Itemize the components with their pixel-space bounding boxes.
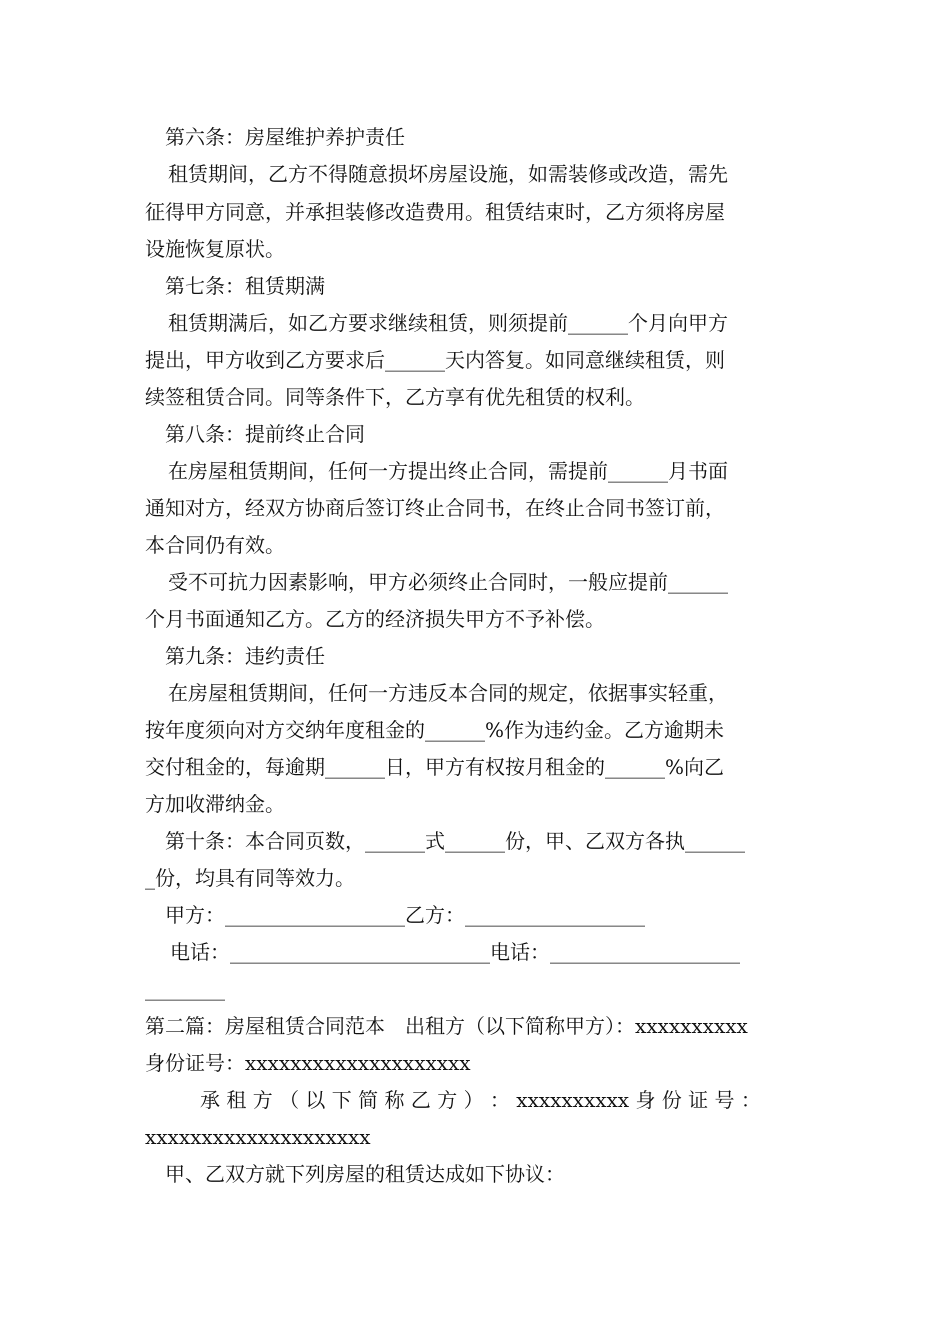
paragraph-line: 交付租金的，每逾期______日，甲方有权按月租金的______%向乙 — [145, 755, 725, 779]
paragraph-line: 方加收滞纳金。 — [145, 792, 285, 816]
paragraph-line: 续签租赁合同。同等条件下，乙方享有优先租赁的权利。 — [145, 385, 645, 409]
paragraph-line: 通知对方，经双方协商后签订终止合同书，在终止合同书签订前， — [145, 496, 725, 520]
paragraph-line: _份，均具有同等效力。 — [145, 866, 355, 890]
agreement-intro: 甲、乙双方就下列房屋的租赁达成如下协议： — [165, 1162, 565, 1186]
paragraph-line: 在房屋租赁期间，任何一方提出终止合同，需提前______月书面 — [168, 459, 728, 483]
article-9-heading: 第九条：违约责任 — [165, 644, 325, 668]
paragraph-line: 个月书面通知乙方。乙方的经济损失甲方不予补偿。 — [145, 607, 605, 631]
article-10-heading: 第十条：本合同页数，______式______份，甲、乙双方各执______ — [165, 829, 745, 853]
paragraph-line: 在房屋租赁期间，任何一方违反本合同的规定，依据事实轻重， — [168, 681, 728, 705]
paragraph-line: 受不可抗力因素影响，甲方必须终止合同时，一般应提前______ — [168, 570, 728, 594]
article-7-heading: 第七条：租赁期满 — [165, 274, 325, 298]
lessee-line: 承 租 方 （ 以 下 简 称 乙 方 ） ： xxxxxxxxxx 身 份 证 号 ： — [200, 1088, 761, 1112]
lessee-id-line: xxxxxxxxxxxxxxxxxxxx — [145, 1125, 371, 1149]
phone-line: 电话：__________________________电话：___________________ — [170, 940, 740, 964]
article-8-heading: 第八条：提前终止合同 — [165, 422, 365, 446]
paragraph-line: 征得甲方同意，并承担装修改造费用。租赁结束时，乙方须将房屋 — [145, 200, 725, 224]
paragraph-line: 提出，甲方收到乙方要求后______天内答复。如同意继续租赁，则 — [145, 348, 725, 372]
paragraph-line: 按年度须向对方交纳年度租金的______%作为违约金。乙方逾期未 — [145, 718, 725, 742]
article-6-heading: 第六条：房屋维护养护责任 — [165, 125, 405, 149]
paragraph-line: 租赁期间，乙方不得随意损坏房屋设施，如需装修或改造，需先 — [168, 162, 728, 186]
paragraph-line: 本合同仍有效。 — [145, 533, 285, 557]
second-contract-title: 第二篇：房屋租赁合同范本 出租方（以下简称甲方）：xxxxxxxxxx — [145, 1014, 748, 1038]
paragraph-line: 设施恢复原状。 — [145, 237, 285, 261]
id-number-line: 身份证号：xxxxxxxxxxxxxxxxxxxx — [145, 1051, 471, 1075]
signature-line-party-a-b: 甲方：__________________乙方：__________________ — [165, 903, 645, 927]
paragraph-line: 租赁期满后，如乙方要求继续租赁，则须提前______个月向甲方 — [168, 311, 728, 335]
phone-line-continued: ________ — [145, 977, 225, 1001]
